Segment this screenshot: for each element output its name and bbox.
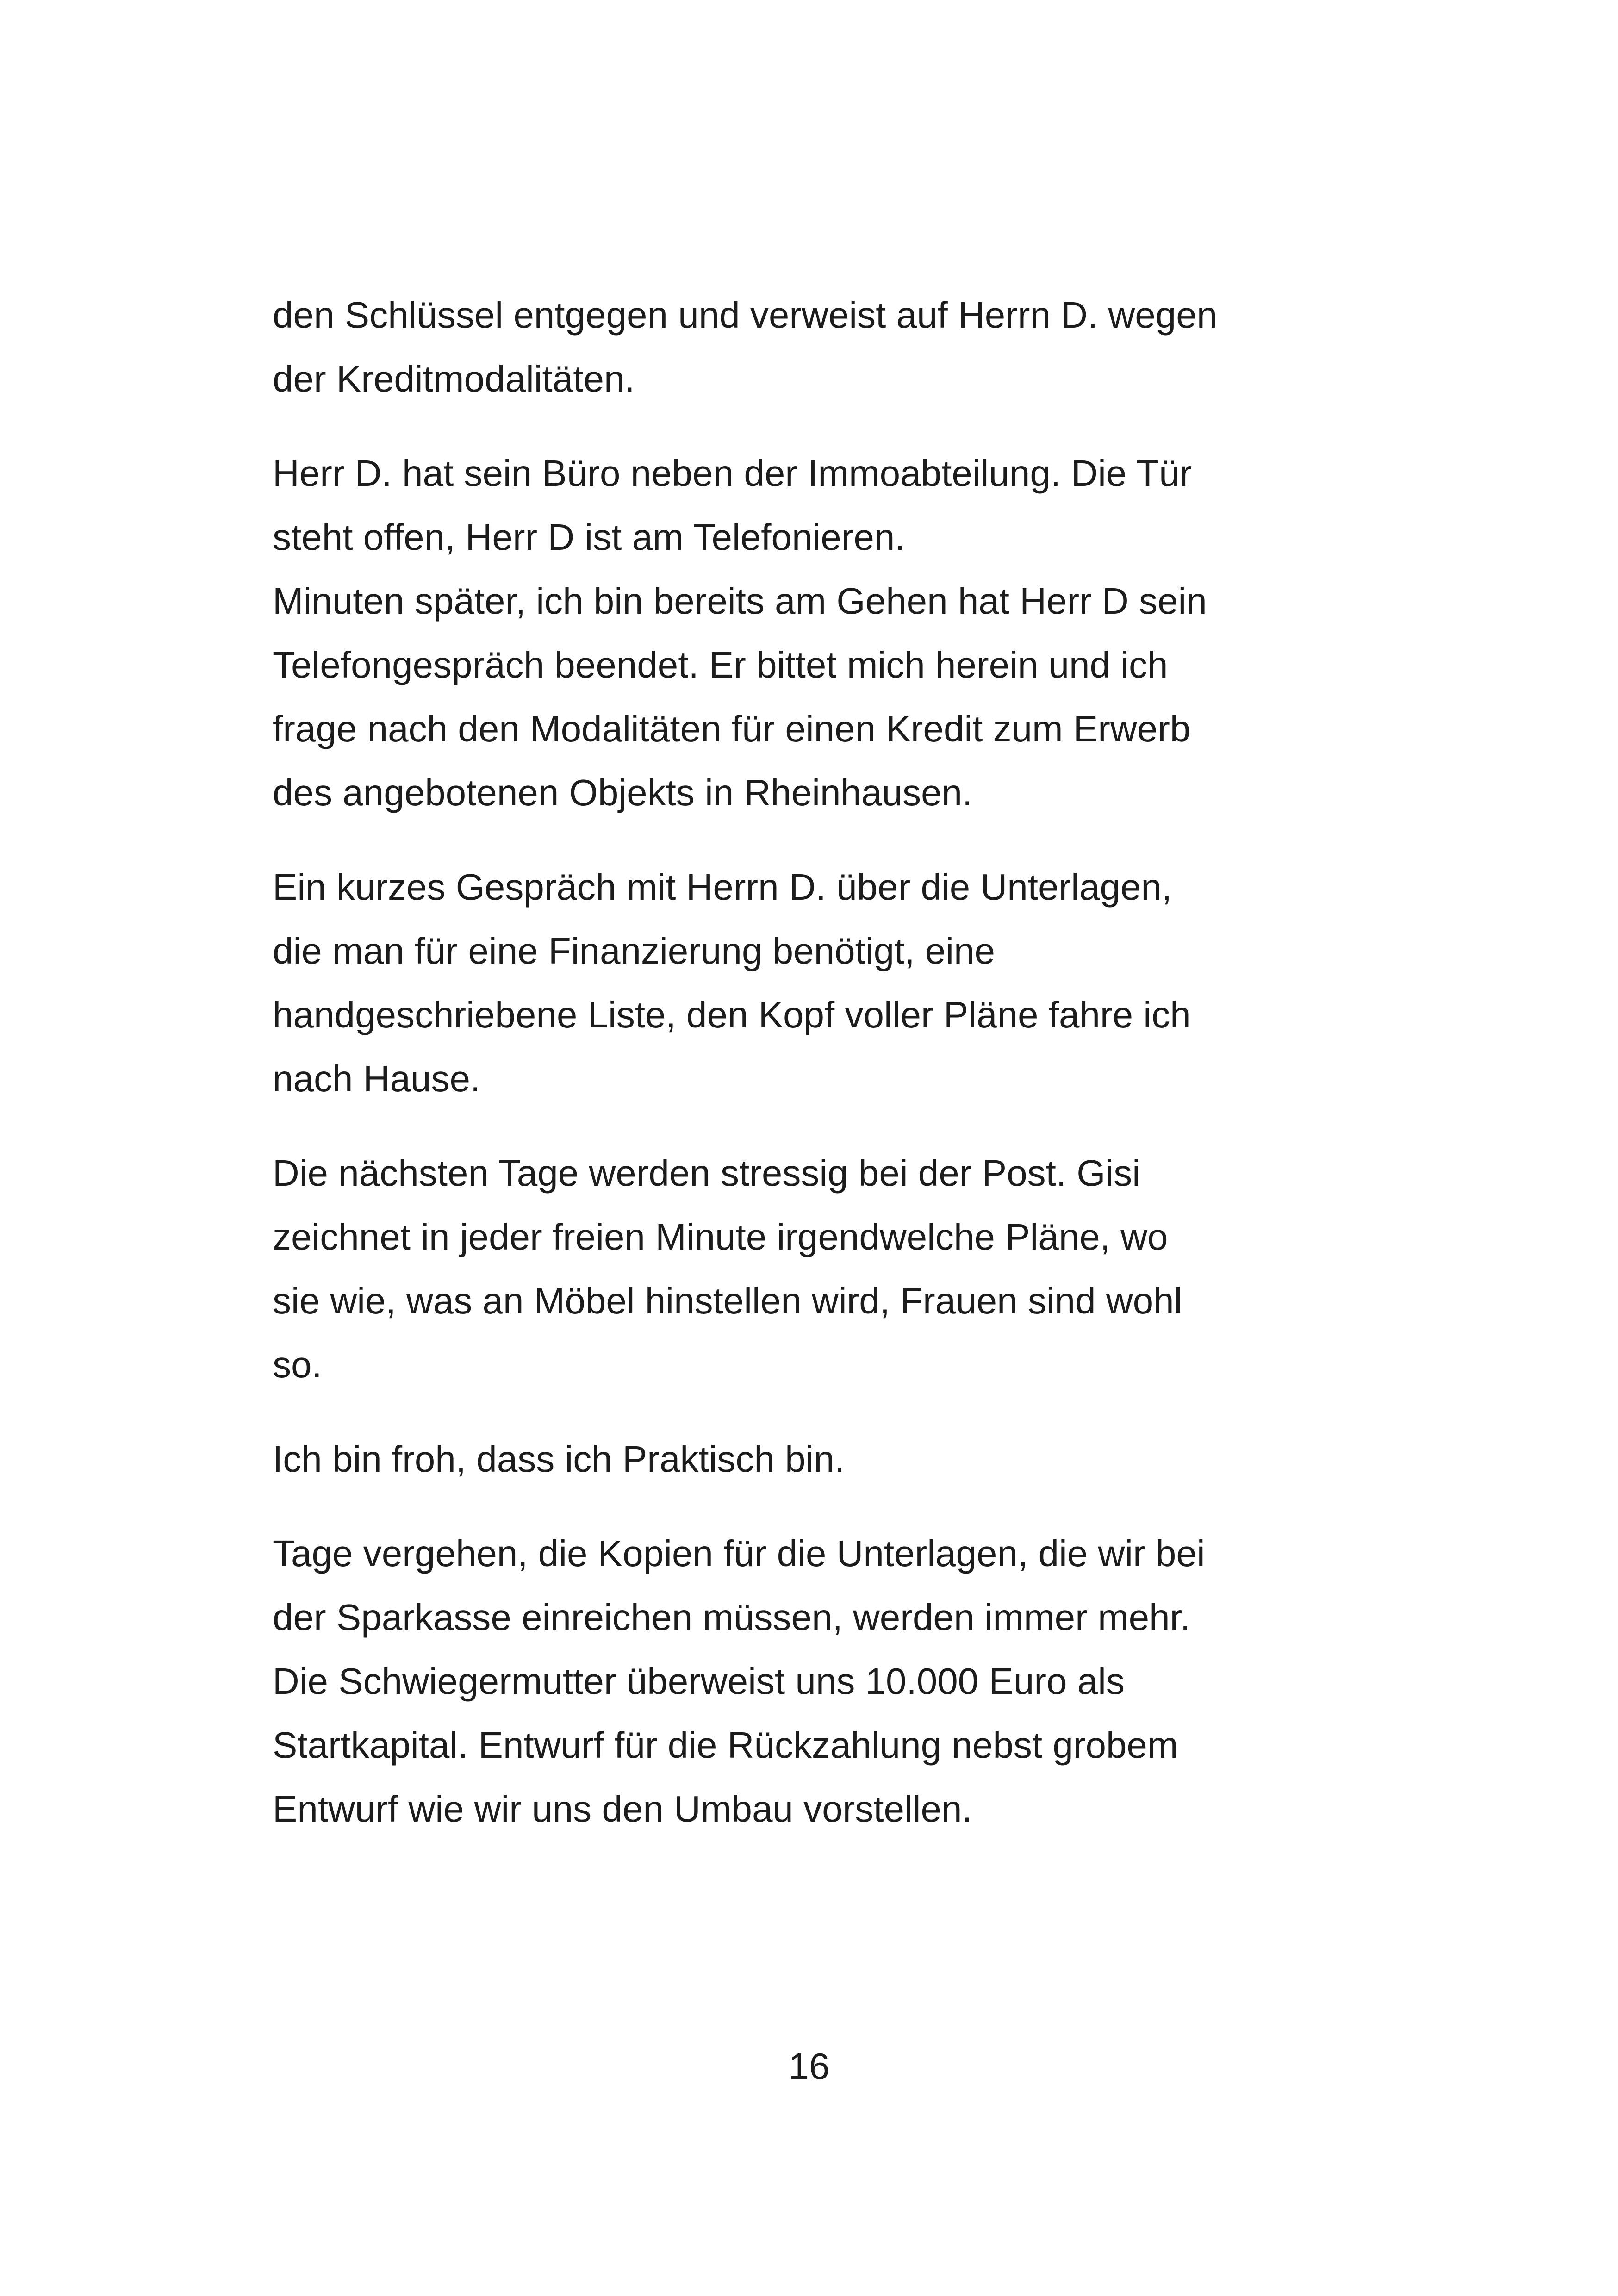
text-line: nach Hause. — [273, 1058, 481, 1099]
text-line: steht offen, Herr D ist am Telefonieren. — [273, 516, 905, 558]
text-line: Ich bin froh, dass ich Praktisch bin. — [273, 1438, 845, 1480]
text-line: des angebotenen Objekts in Rheinhausen. — [273, 772, 973, 813]
text-line: frage nach den Modalitäten für einen Kredit zum Erwerb — [273, 708, 1191, 749]
text-line: so. — [273, 1344, 322, 1385]
paragraph-1 — [273, 283, 1365, 411]
text-line: Herr D. hat sein Büro neben der Immoabteilung. Die Tür — [273, 453, 1192, 494]
text-line: Startkapital. Entwurf für die Rückzahlung nebst grobem — [273, 1724, 1178, 1766]
page-number: 16 — [788, 2046, 830, 2087]
paragraph-4 — [273, 1141, 1365, 1397]
text-line: Minuten später, ich bin bereits am Gehen hat Herr D sein — [273, 580, 1207, 622]
paragraph-2 — [273, 442, 1365, 825]
paragraph-6 — [273, 1522, 1365, 1841]
text-line: Tage vergehen, die Kopien für die Unterlagen, die wir bei — [273, 1533, 1205, 1574]
text-line: die man für eine Finanzierung benötigt, eine — [273, 930, 996, 971]
text-line: handgeschriebene Liste, den Kopf voller Pläne fahre ich — [273, 994, 1191, 1035]
paragraph-3 — [273, 855, 1365, 1111]
paragraph-5 — [273, 1427, 1365, 1491]
text-line: der Kreditmodalitäten. — [273, 358, 635, 399]
text-line: Entwurf wie wir uns den Umbau vorstellen. — [273, 1788, 972, 1829]
text-line: Telefongespräch beendet. Er bittet mich herein und ich — [273, 644, 1168, 685]
text-line: der Sparkasse einreichen müssen, werden immer mehr. — [273, 1597, 1191, 1638]
body-text — [273, 283, 1365, 1872]
text-line: den Schlüssel entgegen und verweist auf Herrn D. wegen — [273, 294, 1218, 336]
text-line: Ein kurzes Gespräch mit Herrn D. über die Unterlagen, — [273, 866, 1172, 908]
text-line: Die nächsten Tage werden stressig bei der Post. Gisi — [273, 1152, 1141, 1194]
text-line: zeichnet in jeder freien Minute irgendwelche Pläne, wo — [273, 1216, 1168, 1257]
text-line: sie wie, was an Möbel hinstellen wird, Frauen sind wohl — [273, 1280, 1182, 1321]
text-line: Die Schwiegermutter überweist uns 10.000 Euro als — [273, 1661, 1125, 1702]
